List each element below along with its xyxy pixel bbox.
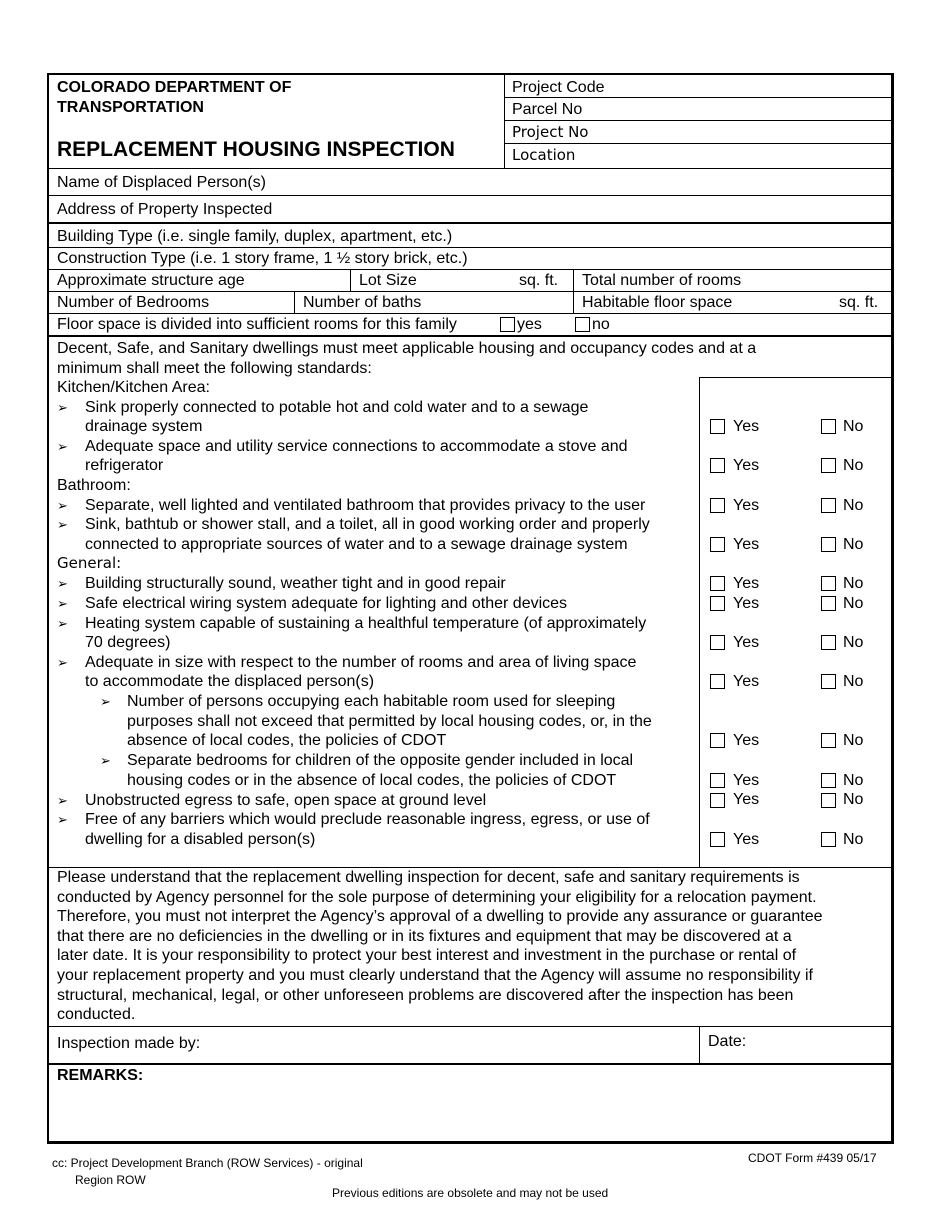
standard-item-text: connected to appropriate sources of water and to a sewage drainage system <box>85 536 628 553</box>
remarks-field[interactable]: REMARKS: <box>57 1067 144 1084</box>
yes-checkbox[interactable] <box>710 793 725 808</box>
bullet-icon: ➢ <box>57 812 68 827</box>
rule <box>49 168 893 169</box>
standard-item-text: Unobstructed egress to safe, open space at ground level <box>85 792 487 809</box>
bullet-icon: ➢ <box>57 400 68 415</box>
header-rule <box>505 97 893 98</box>
bedrooms-field[interactable]: Number of Bedrooms <box>57 294 210 311</box>
bullet-icon: ➢ <box>57 655 68 670</box>
floor-space-unit: sq. ft. <box>839 294 879 311</box>
building-type-field[interactable]: Building Type (i.e. single family, duplex, apartment, etc.) <box>57 228 453 245</box>
no-label: No <box>843 634 864 651</box>
standard-item-text: Separate bedrooms for children of the opposite gender included in local <box>127 752 634 769</box>
standard-item-text: Sink properly connected to potable hot and cold water and to a sewage <box>85 399 589 416</box>
no-label: No <box>843 418 864 435</box>
address-field[interactable]: Address of Property Inspected <box>57 201 273 218</box>
kitchen-heading: Kitchen/Kitchen Area: <box>57 379 210 396</box>
no-label: No <box>843 536 864 553</box>
divided-no-checkbox[interactable] <box>575 317 590 332</box>
standard-item-text: drainage system <box>85 418 203 435</box>
no-checkbox[interactable] <box>821 537 836 552</box>
yes-checkbox[interactable] <box>710 498 725 513</box>
standard-item-text: Separate, well lighted and ventilated bathroom that provides privacy to the user <box>85 497 646 514</box>
standard-item-text: Safe electrical wiring system adequate for lighting and other devices <box>85 595 568 612</box>
rule <box>350 269 351 291</box>
rule <box>49 313 893 314</box>
yes-label: Yes <box>733 575 760 592</box>
standard-item-text: refrigerator <box>85 457 164 474</box>
project-no-field[interactable]: Project No <box>512 123 589 141</box>
no-label: No <box>843 673 864 690</box>
standard-item-text: housing codes or in the absence of local codes, the policies of CDOT <box>127 772 617 789</box>
no-checkbox[interactable] <box>821 458 836 473</box>
parcel-no-field[interactable]: Parcel No <box>512 101 583 118</box>
structure-age-field[interactable]: Approximate structure age <box>57 272 245 289</box>
yes-checkbox[interactable] <box>710 733 725 748</box>
general-heading: General: <box>57 554 122 572</box>
disclaimer-line: your replacement property and you must clearly understand that the Agency will assume no responsibility if <box>57 967 813 984</box>
no-checkbox[interactable] <box>821 498 836 513</box>
yes-label: Yes <box>733 791 760 808</box>
bullet-icon: ➢ <box>57 576 68 591</box>
floor-space-field[interactable]: Habitable floor space <box>582 294 733 311</box>
disclaimer-line: Please understand that the replacement dwelling inspection for decent, safe and sanitary requirements is <box>57 869 800 886</box>
standard-item-text: Heating system capable of sustaining a healthful temperature (of approximately <box>85 615 647 632</box>
no-checkbox[interactable] <box>821 596 836 611</box>
lot-size-field[interactable]: Lot Size <box>359 272 417 289</box>
yes-checkbox[interactable] <box>710 832 725 847</box>
rule <box>699 1026 700 1063</box>
bullet-icon: ➢ <box>100 694 111 709</box>
cc-line: Region ROW <box>75 1173 146 1187</box>
divided-yes-label: yes <box>517 316 542 333</box>
no-label: No <box>843 575 864 592</box>
baths-field[interactable]: Number of baths <box>303 294 422 311</box>
standard-item-text: Free of any barriers which would preclude reasonable ingress, egress, or use of <box>85 811 650 828</box>
date-field[interactable]: Date: <box>708 1033 747 1050</box>
inspection-form <box>47 73 894 1144</box>
standards-intro: Decent, Safe, and Sanitary dwellings must meet applicable housing and occupancy codes and at a <box>57 340 757 357</box>
no-label: No <box>843 732 864 749</box>
rule <box>49 269 893 270</box>
agency-line-1: COLORADO DEPARTMENT OF <box>57 79 292 96</box>
yes-checkbox[interactable] <box>710 596 725 611</box>
no-label: No <box>843 831 864 848</box>
no-label: No <box>843 772 864 789</box>
bullet-icon: ➢ <box>57 439 68 454</box>
agency-line-2: TRANSPORTATION <box>57 99 204 116</box>
yes-label: Yes <box>733 497 760 514</box>
yes-checkbox[interactable] <box>710 458 725 473</box>
bullet-icon: ➢ <box>57 517 68 532</box>
no-label: No <box>843 595 864 612</box>
bullet-icon: ➢ <box>57 596 68 611</box>
disclaimer-line: that there are no deficiencies in the dwelling or in its fixtures and equipment that may be discovered at a <box>57 928 792 945</box>
no-checkbox[interactable] <box>821 635 836 650</box>
yes-label: Yes <box>733 831 760 848</box>
yes-label: Yes <box>733 418 760 435</box>
disclaimer-line: structural, mechanical, legal, or other unforeseen problems are discovered after the inspection has been <box>57 987 794 1004</box>
yes-label: Yes <box>733 595 760 612</box>
answers-divider <box>699 377 700 867</box>
rule <box>49 247 893 248</box>
no-checkbox[interactable] <box>821 674 836 689</box>
rule <box>294 291 295 313</box>
location-field[interactable]: Location <box>512 146 576 164</box>
yes-checkbox[interactable] <box>710 576 725 591</box>
standard-item-text: Building structurally sound, weather tight and in good repair <box>85 575 506 592</box>
construction-type-field[interactable]: Construction Type (i.e. 1 story frame, 1 ½ story brick, etc.) <box>57 250 468 267</box>
disclaimer-line: conducted by Agency personnel for the sole purpose of determining your eligibility for a relocation payment. <box>57 889 817 906</box>
bullet-icon: ➢ <box>100 753 111 768</box>
inspection-by-field[interactable]: Inspection made by: <box>57 1035 201 1052</box>
divided-rooms-question: Floor space is divided into sufficient rooms for this family <box>57 316 457 333</box>
no-checkbox[interactable] <box>821 419 836 434</box>
disclaimer-line: Therefore, you must not interpret the Agency’s approval of a dwelling to provide any assurance or guarantee <box>57 908 823 925</box>
standard-item-text: 70 degrees) <box>85 634 171 651</box>
disclaimer-line: later date. It is your responsibility to protect your best interest and investment in the purchase or rental of <box>57 947 797 964</box>
divided-no-label: no <box>592 316 610 333</box>
standard-item-text: absence of local codes, the policies of CDOT <box>127 732 447 749</box>
obsolete-notice: Previous editions are obsolete and may not be used <box>332 1186 609 1200</box>
standard-item-text: dwelling for a disabled person(s) <box>85 831 316 848</box>
standards-intro: minimum shall meet the following standards: <box>57 360 372 377</box>
no-checkbox[interactable] <box>821 733 836 748</box>
header-rule <box>505 143 893 144</box>
rule <box>49 335 893 337</box>
bullet-icon: ➢ <box>57 616 68 631</box>
yes-label: Yes <box>733 536 760 553</box>
standard-item-text: Adequate space and utility service connections to accommodate a stove and <box>85 438 628 455</box>
total-rooms-field[interactable]: Total number of rooms <box>582 272 742 289</box>
standard-item-text: Number of persons occupying each habitable room used for sleeping <box>127 693 616 710</box>
no-label: No <box>843 457 864 474</box>
rule <box>49 222 893 224</box>
bullet-icon: ➢ <box>57 793 68 808</box>
header-rule <box>505 120 893 121</box>
yes-label: Yes <box>733 457 760 474</box>
rule <box>49 1026 893 1027</box>
rule <box>49 291 893 292</box>
yes-label: Yes <box>733 673 760 690</box>
yes-checkbox[interactable] <box>710 419 725 434</box>
yes-label: Yes <box>733 634 760 651</box>
divided-yes-checkbox[interactable] <box>500 317 515 332</box>
bullet-icon: ➢ <box>57 498 68 513</box>
standard-item-text: Adequate in size with respect to the number of rooms and area of living space <box>85 654 637 671</box>
disclaimer-line: conducted. <box>57 1006 136 1023</box>
yes-checkbox[interactable] <box>710 635 725 650</box>
no-checkbox[interactable] <box>821 793 836 808</box>
form-id: CDOT Form #439 05/17 <box>748 1151 877 1165</box>
page-title: REPLACEMENT HOUSING INSPECTION <box>57 138 455 161</box>
yes-label: Yes <box>733 732 760 749</box>
rule <box>49 1063 893 1065</box>
standard-item-text: to accommodate the displaced person(s) <box>85 673 375 690</box>
no-label: No <box>843 497 864 514</box>
rule <box>49 195 893 196</box>
yes-checkbox[interactable] <box>710 773 725 788</box>
answers-rule <box>699 377 893 378</box>
bathroom-heading: Bathroom: <box>57 477 131 494</box>
standard-item-text: Sink, bathtub or shower stall, and a toilet, all in good working order and properly <box>85 516 650 533</box>
header-divider <box>504 75 505 168</box>
yes-checkbox[interactable] <box>710 537 725 552</box>
lot-size-unit: sq. ft. <box>519 272 559 289</box>
yes-label: Yes <box>733 772 760 789</box>
no-checkbox[interactable] <box>821 832 836 847</box>
displaced-person-field[interactable]: Name of Displaced Person(s) <box>57 174 266 191</box>
no-label: No <box>843 791 864 808</box>
no-checkbox[interactable] <box>821 576 836 591</box>
yes-checkbox[interactable] <box>710 674 725 689</box>
no-checkbox[interactable] <box>821 773 836 788</box>
standard-item-text: purposes shall not exceed that permitted by local housing codes, or, in the <box>127 713 652 730</box>
project-code-field[interactable]: Project Code <box>512 79 605 96</box>
cc-line: cc: Project Development Branch (ROW Services) - original <box>52 1156 363 1170</box>
